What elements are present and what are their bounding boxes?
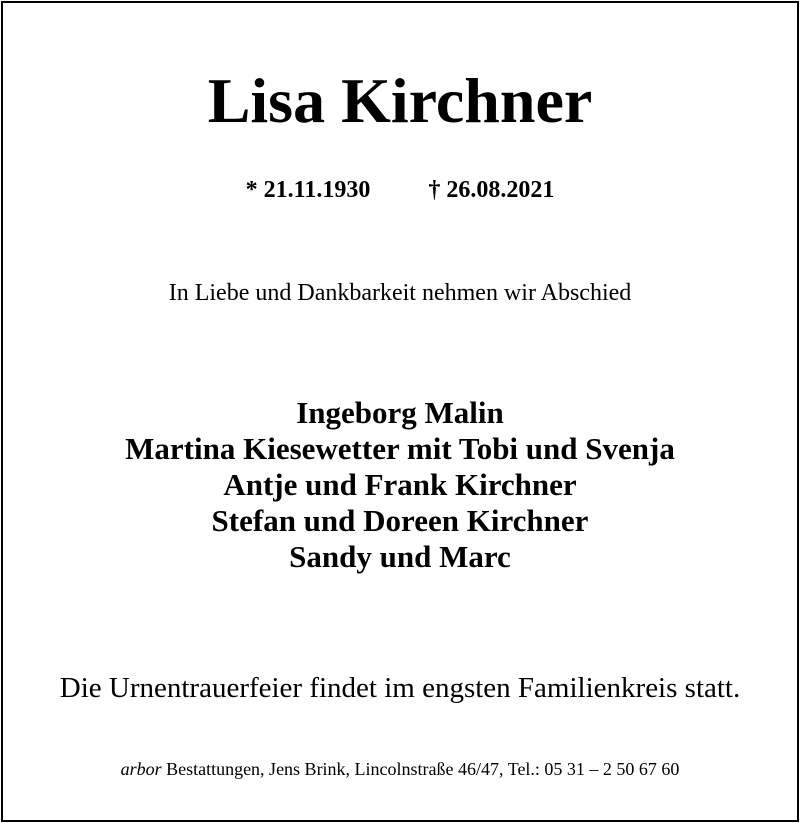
death-date: † 26.08.2021 [428,177,555,203]
mourner-line: Ingeborg Malin [296,395,504,430]
mourner-line: Stefan und Doreen Kirchner [211,503,589,538]
deceased-name: Lisa Kirchner [207,65,593,136]
funeral-home-brand: arbor [120,759,162,779]
mourner-line: Sandy und Marc [289,539,511,574]
life-dates [3,175,797,205]
obituary-notice [1,1,799,822]
farewell-text: In Liebe und Dankbarkeit nehmen wir Abschied [168,280,632,306]
funeral-home-details: Bestattungen, Jens Brink, Lincolnstraße 46/47, Tel.: 05 31 – 2 50 67 60 [161,759,680,779]
funeral-home-footer [3,757,797,781]
mourner-line: Antje und Frank Kirchner [223,467,577,502]
ceremony-text: Die Urnentrauerfeier findet im engsten Familienkreis statt. [59,672,741,704]
mourner-line: Martina Kiesewetter mit Tobi und Svenja [125,431,675,466]
birth-date: * 21.11.1930 [245,177,371,203]
mourners-list [3,395,797,575]
